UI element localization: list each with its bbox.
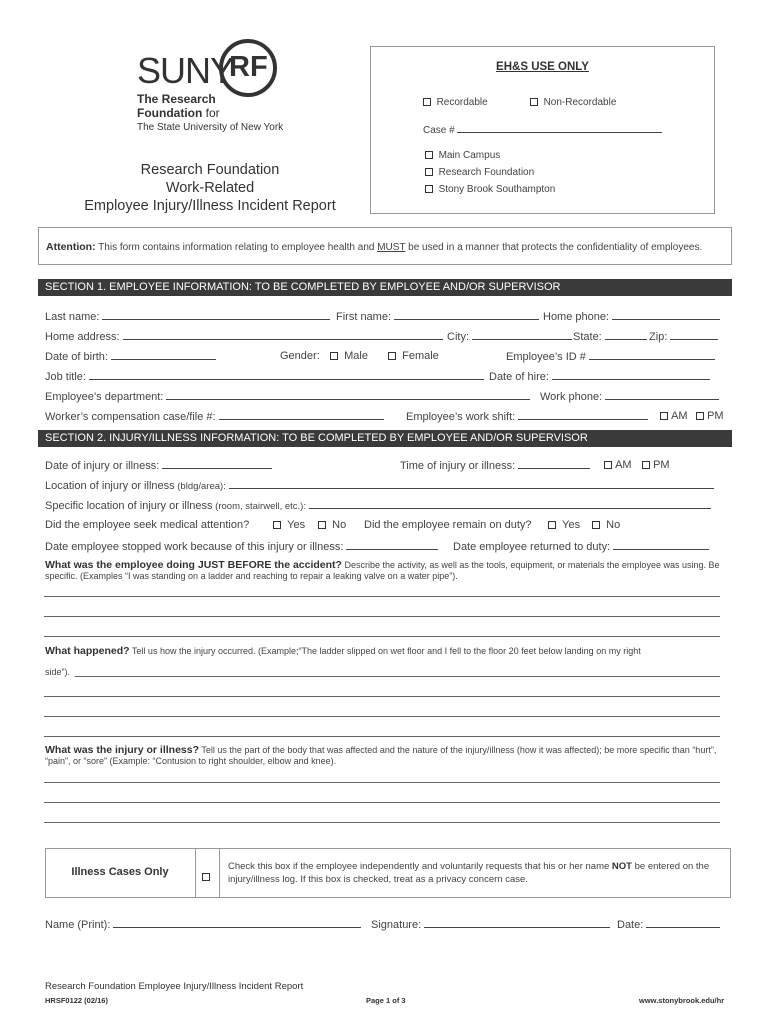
gender-label: Gender: — [280, 350, 320, 362]
section2-header: SECTION 2. INJURY/ILLNESS INFORMATION: TO BE COMPLETED BY EMPLOYEE AND/OR SUPERVISOR — [38, 430, 732, 447]
gender-female-option[interactable]: Female — [388, 350, 439, 362]
answer-line[interactable] — [44, 802, 720, 803]
form-title-line2: Work-Related — [165, 180, 255, 196]
home-phone-field[interactable]: Home phone: — [543, 310, 720, 323]
home-address-field[interactable]: Home address: — [45, 330, 443, 343]
footer-form-title: Research Foundation Employee Injury/Illness Incident Report — [45, 981, 304, 992]
shift-am-option[interactable]: AM — [660, 410, 688, 422]
answer-line[interactable] — [44, 716, 720, 717]
illness-cases-label: Illness Cases Only — [71, 866, 169, 878]
injury-pm-option[interactable]: PM — [642, 459, 670, 471]
answer-line[interactable] — [44, 736, 720, 737]
name-print-field[interactable]: Name (Print): — [45, 918, 361, 931]
checkbox-icon[interactable] — [425, 168, 433, 176]
injury-illness-question: What was the injury or illness? Tell us the part of the body that was affected and the nature of the injury/illness (how it was affected); be more specific than “hurt”, “pain”, or “sore” (Example: “Contusion to right shoulder, elbow and knee). — [45, 744, 717, 766]
gender-male-option[interactable]: Male — [330, 350, 368, 362]
what-happened-question-cont: side”). — [45, 667, 71, 677]
comp-case-field[interactable]: Worker’s compensation case/file #: — [45, 410, 384, 423]
checkbox-icon[interactable] — [273, 521, 281, 529]
zip-field[interactable]: Zip: — [649, 330, 718, 343]
privacy-case-text: Check this box if the employee independently and voluntarily requests that his or her name NOT be entered on the injury/illness log. If this box is checked, treat as a privacy concern case. — [228, 861, 710, 885]
org-name-line2: Foundation for — [137, 106, 220, 120]
answer-line[interactable] — [44, 822, 720, 823]
work-phone-field[interactable]: Work phone: — [540, 390, 719, 403]
answer-line[interactable] — [44, 596, 720, 597]
checkbox-icon[interactable] — [330, 352, 338, 360]
dob-field[interactable]: Date of birth: — [45, 350, 216, 363]
section1-header: SECTION 1. EMPLOYEE INFORMATION: TO BE COMPLETED BY EMPLOYEE AND/OR SUPERVISOR — [38, 279, 732, 296]
campus-rf-option[interactable]: Research Foundation — [425, 167, 534, 178]
form-title-line1: Research Foundation — [140, 162, 280, 178]
ehs-heading: EH&S USE ONLY — [496, 61, 589, 73]
employee-id-field[interactable]: Employee’s ID # — [506, 350, 715, 363]
what-happened-question: What happened? Tell us how the injury occurred. (Example;“The ladder slipped on wet floor and I fell to the floor 20 feet below landing on my right — [45, 645, 641, 657]
date-of-injury-field[interactable]: Date of injury or illness: — [45, 459, 272, 472]
footer-url[interactable]: www.stonybrook.edu/hr — [639, 996, 725, 1005]
checkbox-icon[interactable] — [660, 412, 668, 420]
checkbox-icon[interactable] — [642, 461, 650, 469]
job-title-field[interactable]: Job title: — [45, 370, 484, 383]
checkbox-icon[interactable] — [425, 185, 433, 193]
org-name-line3: The State University of New York — [137, 122, 284, 133]
remain-on-duty-question: Did the employee remain on duty? — [364, 519, 532, 531]
recordable-option[interactable]: Recordable — [423, 97, 488, 108]
answer-line[interactable] — [75, 676, 720, 677]
department-field[interactable]: Employee’s department: — [45, 390, 530, 403]
campus-southampton-option[interactable]: Stony Brook Southampton — [425, 184, 555, 195]
shift-pm-option[interactable]: PM — [696, 410, 724, 422]
location-field[interactable]: Location of injury or illness (bldg/area): — [45, 479, 714, 492]
first-name-field[interactable]: First name: — [336, 310, 539, 323]
medical-attention-question: Did the employee seek medical attention? — [45, 519, 250, 531]
form-title-line3: Employee Injury/Illness Incident Report — [84, 198, 336, 214]
attention-text: Attention: This form contains information relating to employee health and MUST be used in a manner that protects the confidentiality of employees. — [46, 241, 703, 253]
org-name-line1: The Research — [137, 92, 216, 106]
date-field[interactable]: Date: — [617, 918, 720, 931]
privacy-checkbox[interactable] — [202, 868, 210, 886]
rf-logo-text: RF — [229, 51, 268, 83]
checkbox-icon[interactable] — [696, 412, 704, 420]
non-recordable-option[interactable]: Non-Recordable — [530, 97, 616, 108]
checkbox-icon[interactable] — [318, 521, 326, 529]
checkbox-icon[interactable] — [530, 98, 538, 106]
checkbox-icon[interactable] — [592, 521, 600, 529]
answer-line[interactable] — [44, 782, 720, 783]
date-of-hire-field[interactable]: Date of hire: — [489, 370, 710, 383]
answer-line[interactable] — [44, 636, 720, 637]
state-field[interactable]: State: — [573, 330, 647, 343]
checkbox-icon[interactable] — [425, 151, 433, 159]
checkbox-icon[interactable] — [423, 98, 431, 106]
duty-yes-option[interactable]: Yes — [548, 519, 580, 531]
case-number-field[interactable]: Case # — [423, 123, 662, 136]
checkbox-icon[interactable] — [548, 521, 556, 529]
answer-line[interactable] — [44, 616, 720, 617]
checkbox-icon[interactable] — [604, 461, 612, 469]
footer-page-number: Page 1 of 3 — [366, 996, 406, 1005]
time-of-injury-field[interactable]: Time of injury or illness: — [400, 459, 590, 472]
divider — [195, 848, 196, 898]
checkbox-icon[interactable] — [202, 873, 210, 881]
injury-am-option[interactable]: AM — [604, 459, 632, 471]
work-shift-field[interactable]: Employee’s work shift: — [406, 410, 648, 423]
answer-line[interactable] — [44, 696, 720, 697]
checkbox-icon[interactable] — [388, 352, 396, 360]
city-field[interactable]: City: — [447, 330, 572, 343]
suny-logo-text: SUNY — [137, 50, 234, 91]
medical-yes-option[interactable]: Yes — [273, 519, 305, 531]
stopped-work-field[interactable]: Date employee stopped work because of this injury or illness: — [45, 540, 438, 553]
campus-main-option[interactable]: Main Campus — [425, 150, 500, 161]
medical-no-option[interactable]: No — [318, 519, 346, 531]
specific-location-field[interactable]: Specific location of injury or illness (room, stairwell, etc.): — [45, 499, 711, 512]
returned-duty-field[interactable]: Date employee returned to duty: — [453, 540, 709, 553]
last-name-field[interactable]: Last name: — [45, 310, 330, 323]
doing-before-question: What was the employee doing JUST BEFORE the accident? Describe the activity, as well as the tools, equipment, or materials the employee was using. Be specific. (Examples “I was standing on a ladder and reaching to repair a leaking valve on a water pipe”). — [45, 559, 720, 581]
duty-no-option[interactable]: No — [592, 519, 620, 531]
footer-form-id: HRSF0122 (02/16) — [45, 996, 108, 1005]
signature-field[interactable]: Signature: — [371, 918, 610, 931]
divider — [219, 848, 220, 898]
